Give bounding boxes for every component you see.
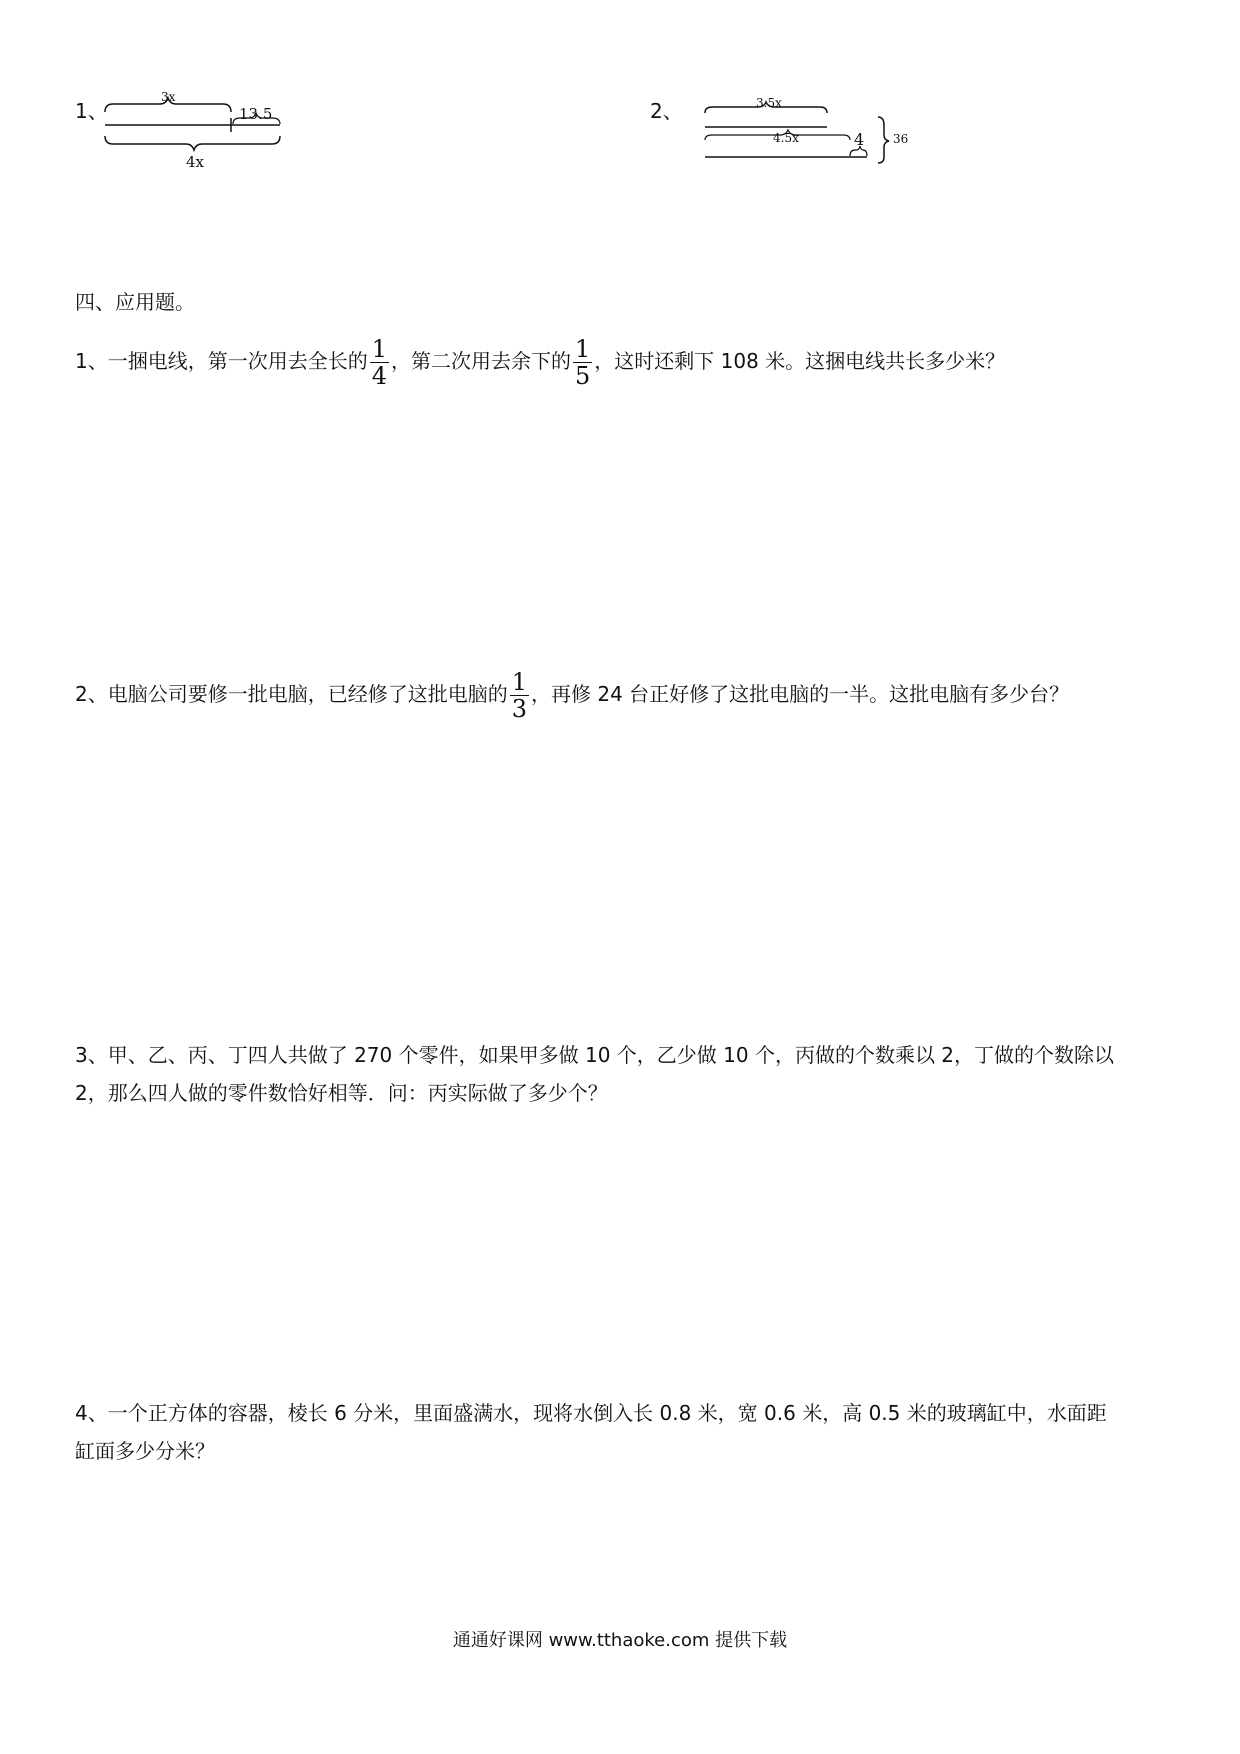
diagram-2-label-4: 4 xyxy=(854,130,865,149)
fraction-1-4 xyxy=(370,336,389,389)
diagram-2-number: 2、 xyxy=(650,99,683,123)
problem-2-text-a: 2、电脑公司要修一批电脑，已经修了这批电脑的 xyxy=(75,682,508,706)
fraction-numerator: 1 xyxy=(575,335,591,363)
section-title: 四、应用题。 xyxy=(75,290,195,314)
diagram-1-label-13.5: 13.5 xyxy=(239,105,273,123)
problem-2 xyxy=(75,669,1069,722)
page-footer: 通通好课网 www.tthaoke.com 提供下载 xyxy=(452,1630,788,1651)
diagram-2-label-3.5x: 3.5x xyxy=(756,96,782,110)
fraction-denominator: 4 xyxy=(371,362,388,390)
fraction-numerator: 1 xyxy=(371,335,388,363)
problem-3-line-2: 2，那么四人做的零件数恰好相等．问：丙实际做了多少个？ xyxy=(75,1081,608,1105)
problem-1 xyxy=(75,336,1005,389)
problem-4-line-2: 缸面多少分米？ xyxy=(75,1439,215,1463)
diagram-1-label-3x: 3x xyxy=(161,90,176,104)
diagram-1-label-4x: 4x xyxy=(186,153,205,171)
diagram-2-right-brace xyxy=(878,117,889,163)
fraction-1-3 xyxy=(510,669,529,722)
problem-1-text-c: ，这时还剩下 108 米。这捆电线共长多少米？ xyxy=(594,349,1006,373)
fraction-denominator: 5 xyxy=(575,362,591,390)
diagram-2-label-4.5x: 4.5x xyxy=(773,131,799,145)
diagram-1-bottom-brace xyxy=(105,136,280,150)
problem-1-text-b: ，第二次用去余下的 xyxy=(391,349,572,373)
diagram-1-number: 1、 xyxy=(75,99,108,123)
problem-4-line-1: 4、一个正方体的容器，棱长 6 分米，里面盛满水，现将水倒入长 0.8 米，宽 0.6 米，高 0.5 米的玻璃缸中，水面距 xyxy=(75,1401,1107,1425)
problem-1-text-a: 1、一捆电线，第一次用去全长的 xyxy=(75,349,368,373)
problem-3-line-1: 3、甲、乙、丙、丁四人共做了 270 个零件，如果甲多做 10 个，乙少做 10 个，丙做的个数乘以 2，丁做的个数除以 xyxy=(75,1043,1115,1067)
fraction-1-5 xyxy=(573,336,592,389)
problem-2-text-b: ，再修 24 台正好修了这批电脑的一半。这批电脑有多少台？ xyxy=(531,682,1070,706)
fraction-numerator: 1 xyxy=(511,668,528,696)
fraction-denominator: 3 xyxy=(511,695,528,723)
diagram-2-label-36: 36 xyxy=(893,132,909,146)
